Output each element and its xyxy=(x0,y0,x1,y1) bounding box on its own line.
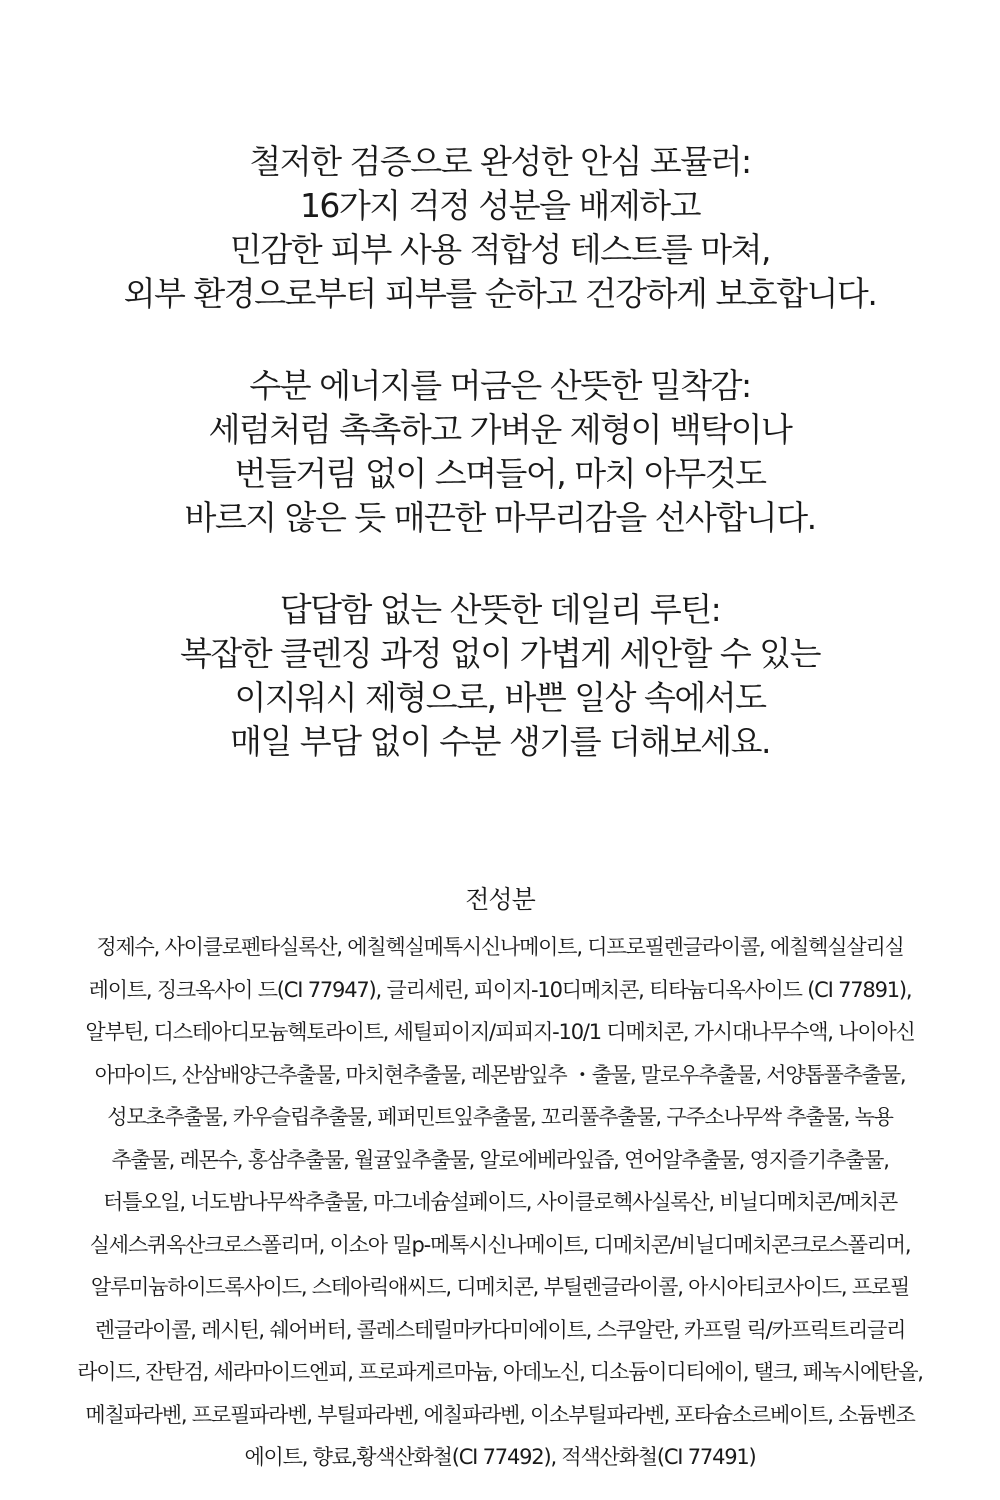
paragraph-line: 수분 에너지를 머금은 산뜻한 밀착감: xyxy=(249,366,751,405)
ingredients-line: 정제수, 사이클로펜타실록산, 에칠헥실메톡시신나메이트, 디프로필렌글라이콜, 에칠헥실살리실 xyxy=(96,935,904,959)
paragraph-daily-routine xyxy=(0,588,1000,764)
ingredients-line: 메칠파라벤, 프로필파라벤, 부틸파라벤, 에칠파라벤, 이소부틸파라벤, 포타슘소르베이트, 소듐벤조 xyxy=(85,1402,915,1427)
paragraph-line: 철저한 검증으로 완성한 안심 포뮬러: xyxy=(249,142,751,181)
paragraph-line: 답답함 없는 산뜻한 데일리 루틴: xyxy=(279,590,721,629)
paragraph-line: 외부 환경으로부터 피부를 순하고 건강하게 보호합니다. xyxy=(123,274,877,313)
intro-copy xyxy=(0,140,1000,812)
paragraph-moisture-texture xyxy=(0,364,1000,540)
paragraph-line: 번들거림 없이 스며들어, 마치 아무것도 xyxy=(234,454,766,493)
paragraph-line: 바르지 않은 듯 매끈한 마무리감을 선사합니다. xyxy=(184,498,816,537)
ingredients-line: 터틀오일, 너도밤나무싹추출물, 마그네슘설페이드, 사이클로헥사실록산, 비닐디메치콘/메치콘 xyxy=(102,1190,898,1214)
ingredients-line: 실세스퀴옥산크로스폴리머, 이소아 밀p-메톡시신나메이트, 디메치콘/비닐디메치콘크로스폴리머, xyxy=(89,1232,911,1257)
paragraph-line: 세럼처럼 촉촉하고 가벼운 제형이 백탁이나 xyxy=(208,410,792,449)
ingredients-line: 성모초추출물, 카우슬립추출물, 페퍼민트잎추출물, 꼬리풀추출물, 구주소나무싹 추출물, 녹용 xyxy=(107,1105,893,1129)
ingredients-line: 라이드, 잔탄검, 세라마이드엔피, 프로파게르마늄, 아데노신, 디소듐이디티에이, 탤크, 페녹시에탄올, xyxy=(77,1360,923,1384)
ingredients-line: 알루미늄하이드록사이드, 스테아릭애씨드, 디메치콘, 부틸렌글라이콜, 아시아티코사이드, 프로필 xyxy=(90,1275,910,1299)
ingredients-title: 전성분 xyxy=(465,885,535,914)
paragraph-line: 민감한 피부 사용 적합성 테스트를 마쳐, xyxy=(230,230,770,269)
ingredients-line: 에이트, 향료,황색산화철(CI 77492), 적색산화철(CI 77491) xyxy=(244,1445,756,1469)
ingredients-section xyxy=(0,880,1000,1479)
paragraph-safe-formula xyxy=(0,140,1000,316)
paragraph-line: 16가지 걱정 성분을 배제하고 xyxy=(299,186,701,225)
paragraph-line: 복잡한 클렌징 과정 없이 가볍게 세안할 수 있는 xyxy=(179,634,821,673)
ingredients-line: 알부틴, 디스테아디모늄헥토라이트, 세틸피이지/피피지-10/1 디메치콘, 가시대나무수액, 나이아신 xyxy=(85,1020,915,1044)
paragraph-line: 이지워시 제형으로, 바쁜 일상 속에서도 xyxy=(234,678,766,717)
ingredients-line: 아마이드, 산삼배양근추출물, 마치현추출물, 레몬밤잎추 ・출물, 말로우추출물, 서양톱풀추출물, xyxy=(94,1062,906,1087)
paragraph-line: 매일 부담 없이 수분 생기를 더해보세요. xyxy=(230,722,770,761)
ingredients-line: 레이트, 징크옥사이 드(CI 77947), 글리세린, 피이지-10디메치콘, 티타늄디옥사이드 (CI 77891), xyxy=(88,977,912,1002)
ingredients-line: 추출물, 레몬수, 홍삼추출물, 월귤잎추출물, 알로에베라잎즙, 연어알추출물, 영지즐기추출물, xyxy=(111,1147,889,1172)
ingredients-line: 렌글라이콜, 레시틴, 쉐어버터, 콜레스테릴마카다미에이트, 스쿠알란, 카프릴 릭/카프릭트리글리 xyxy=(94,1317,906,1342)
